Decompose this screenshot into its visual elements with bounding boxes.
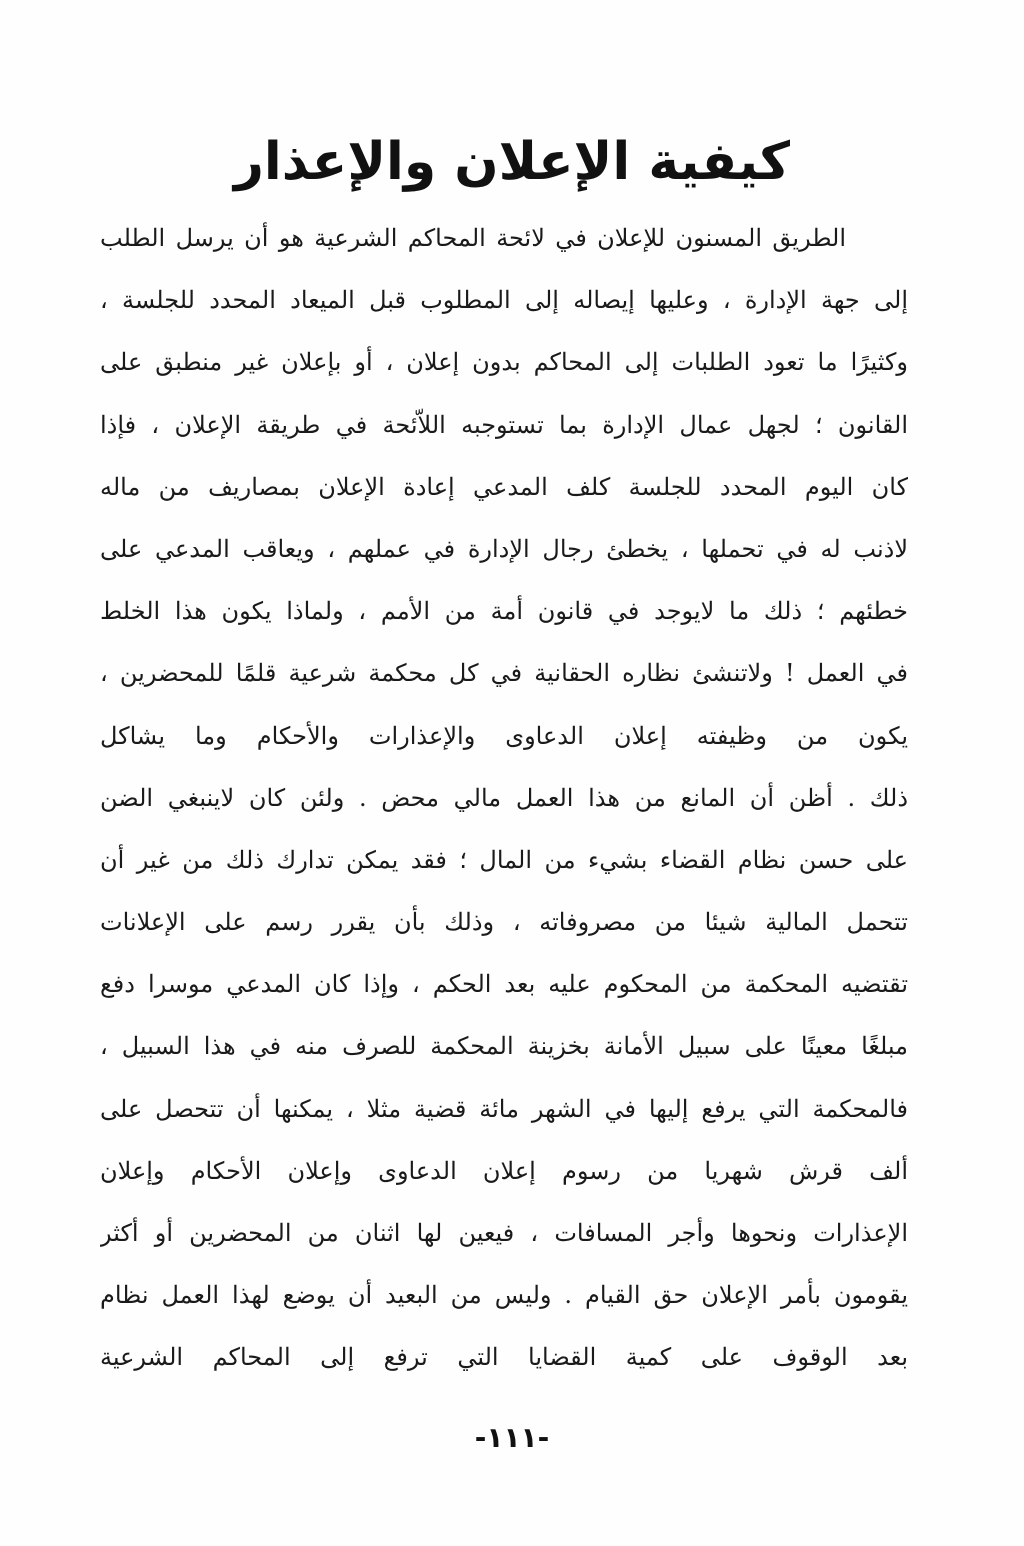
text-line: إلى جهة الإدارة ، وعليها إيصاله إلى المطلوب قبل الميعاد المحدد للجلسة ،: [100, 286, 908, 315]
text-line: مبلغًا معينًا على سبيل الأمانة بخزينة المحكمة للصرف منه في هذا السبيل ،: [100, 1032, 908, 1061]
text-line: خطئهم ؛ ذلك ما لايوجد في قانون أمة من الأمم ، ولماذا يكون هذا الخلط: [100, 597, 908, 626]
text-line: ألف قرش شهريا من رسوم إعلان الدعاوى وإعلان الأحكام وإعلان: [100, 1156, 908, 1185]
page-number: -١١١-: [474, 1421, 550, 1454]
text-line: يقومون بأمر الإعلان حق القيام . وليس من البعيد أن يوضع لهذا العمل نظام: [100, 1281, 908, 1310]
text-line: يكون من وظيفته إعلان الدعاوى والإعذارات والأحكام وما يشاكل: [100, 721, 908, 750]
text-line: في العمل ! ولاتنشئ نظاره الحقانية في كل محكمة شرعية قلمًا للمحضرين ،: [100, 659, 908, 688]
body-text: [100, 207, 908, 1389]
text-line: الإعذارات ونحوها وأجر المسافات ، فيعين لها اثنان من المحضرين أو أكثر: [100, 1219, 908, 1247]
text-line: تقتضيه المحكمة من المحكوم عليه بعد الحكم ، وإذا كان المدعي موسرا دفع: [100, 970, 908, 999]
text-line: فالمحكمة التي يرفع إليها في الشهر مائة قضية مثلا ، يمكنها أن تتحصل على: [100, 1094, 908, 1123]
text-line: القانون ؛ لجهل عمال الإدارة بما تستوجبه اللاّئحة في طريقة الإعلان ، فإذا: [100, 410, 908, 439]
text-line: على حسن نظام القضاء بشيء من المال ؛ فقد يمكن تدارك ذلك من غير أن: [100, 845, 908, 874]
text-line: تتحمل المالية شيئا من مصروفاته ، وذلك بأن يقرر رسم على الإعلانات: [100, 908, 908, 937]
text-line: بعد الوقوف على كمية القضايا التي ترفع إلى المحاكم الشرعية: [100, 1343, 908, 1372]
text-line: وكثيرًا ما تعود الطلبات إلى المحاكم بدون إعلان ، أو بإعلان غير منطبق على: [100, 348, 908, 377]
text-line: كان اليوم المحدد للجلسة كلف المدعي إعادة الإعلان بمصاريف من ماله: [100, 472, 908, 501]
text-line: الطريق المسنون للإعلان في لائحة المحاكم الشرعية هو أن يرسل الطلب: [100, 224, 846, 252]
text-line: لاذنب له في تحملها ، يخطئ رجال الإدارة في عملهم ، ويعاقب المدعي على: [100, 534, 908, 563]
text-line: ذلك . أظن أن المانع من هذا العمل مالي محض . ولئن كان لاينبغي الضن: [100, 783, 908, 812]
page-title: كيفية الإعلان والإعذار: [234, 132, 790, 192]
